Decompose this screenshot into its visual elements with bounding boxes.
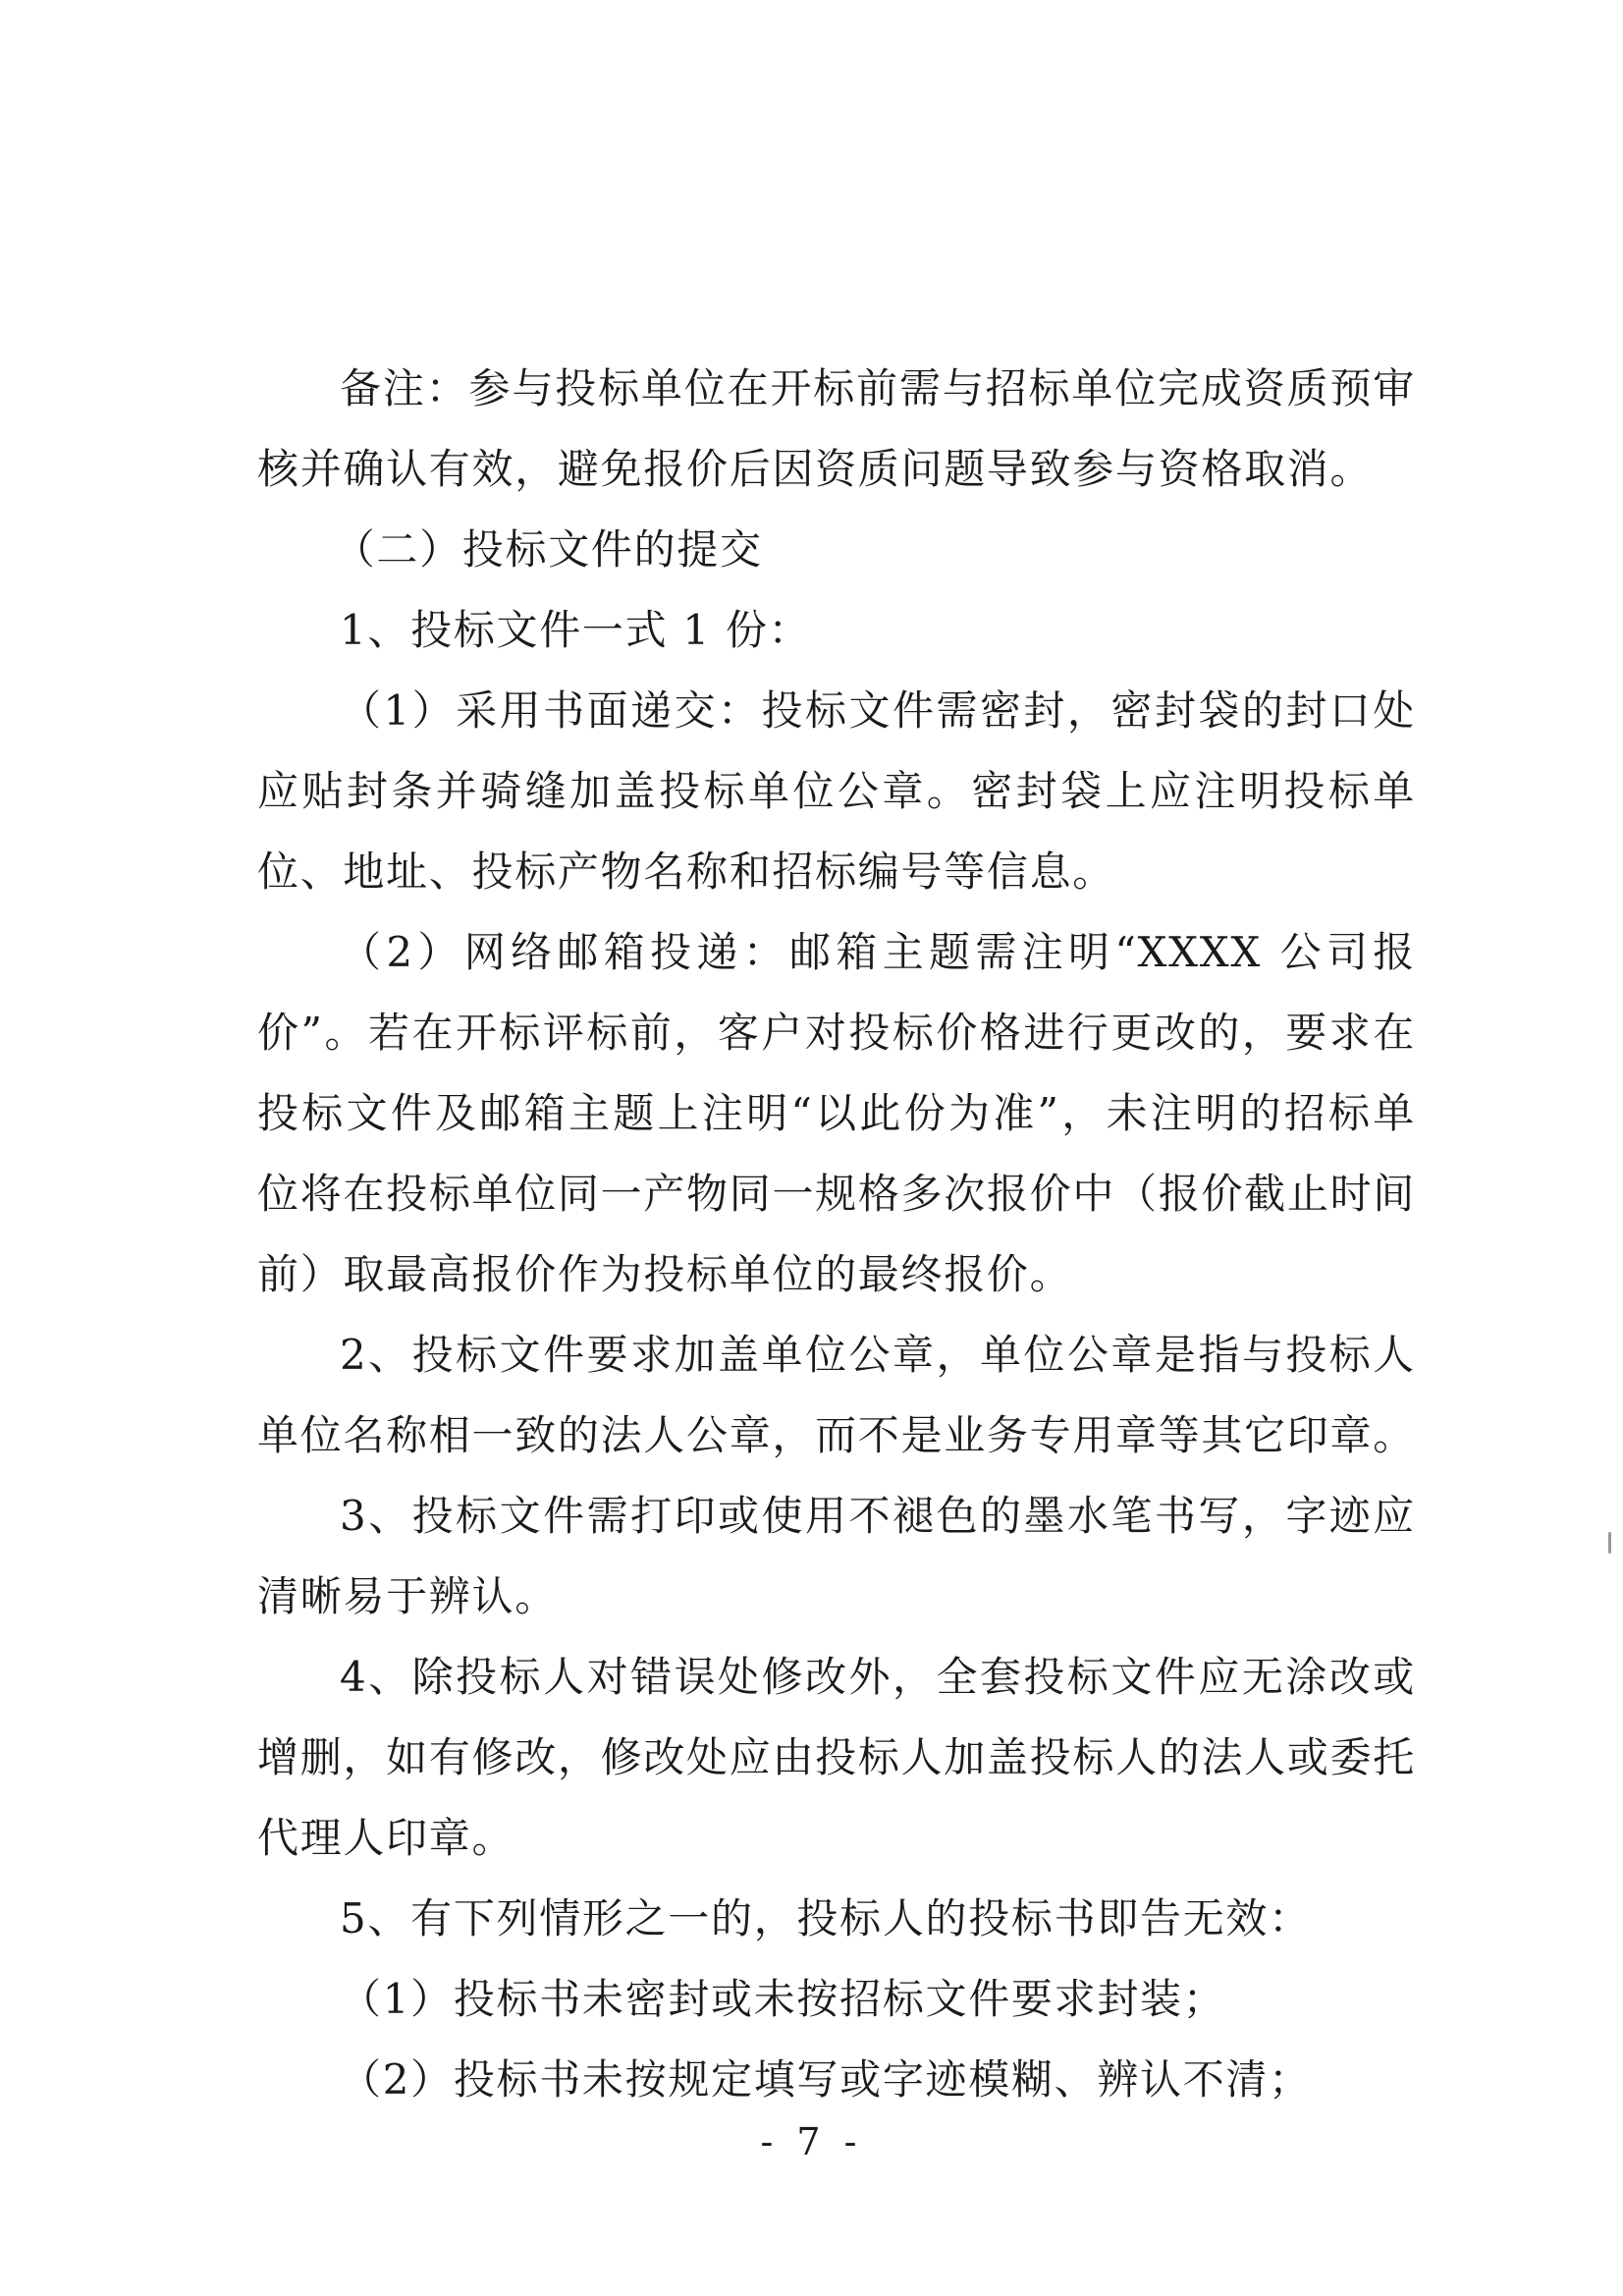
list-item: 4、除投标人对错误处修改外，全套投标文件应无涂改或增删，如有修改，修改处应由投标人加盖投标人的法人或委托代理人印章。 <box>257 1653 1416 1862</box>
list-item: 2、投标文件要求加盖单位公章，单位公章是指与投标人单位名称相一致的法人公章，而不是业务专用章等其它印章。 <box>257 1331 1416 1459</box>
list-item: 3、投标文件需打印或使用不褪色的墨水笔书写，字迹应清晰易于辨认。 <box>257 1492 1416 1620</box>
list-item: 5、有下列情形之一的，投标人的投标书即告无效： <box>340 1894 1312 1942</box>
page-number: - 7 - <box>760 2120 863 2163</box>
list-item: （1）投标书未密封或未按招标文件要求封装； <box>340 1975 1226 2023</box>
section-heading: （二）投标文件的提交 <box>333 525 763 574</box>
list-item: （1）采用书面递交：投标文件需密封，密封袋的封口处应贴封条并骑缝加盖投标单位公章。密封袋上应注明投标单位、地址、投标产物名称和招标编号等信息。 <box>257 686 1416 896</box>
scan-artifact <box>1608 1532 1611 1554</box>
list-item: （2）投标书未按规定填写或字迹模糊、辨认不清； <box>340 2055 1312 2104</box>
note-paragraph: 备注：参与投标单位在开标前需与招标单位完成资质预审核并确认有效，避免报价后因资质问题导致参与资格取消。 <box>257 364 1416 493</box>
list-item: （2）网络邮箱投递：邮箱主题需注明“XXXX 公司报价”。若在开标评标前，客户对投标价格进行更改的，要求在投标文件及邮箱主题上注明“以此份为准”，未注明的招标单位将在投标单位同一产物同一规格多次报价中（报价截止时间前）取最高报价作为投标单位的最终报价。 <box>257 928 1416 1298</box>
document-body <box>257 349 1416 2120</box>
list-item: 1、投标文件一式 1 份： <box>340 606 812 654</box>
